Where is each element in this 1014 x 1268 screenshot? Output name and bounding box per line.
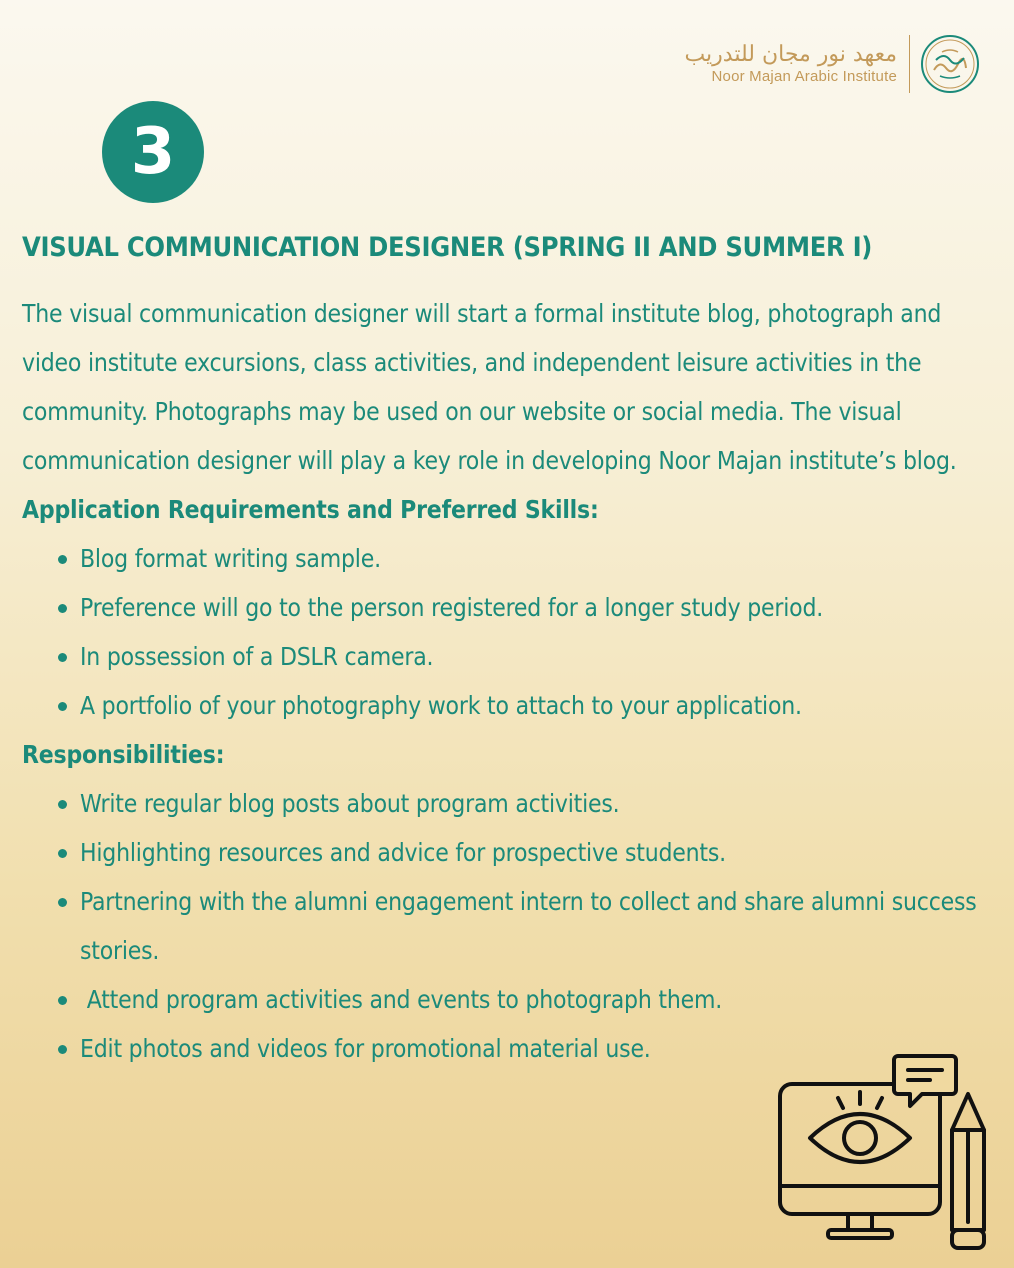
- list-item: Partnering with the alumni engagement intern to collect and share alumni success stories.: [80, 877, 1007, 975]
- job-description: [22, 289, 1007, 1073]
- logo-arabic-name: معهد نور مجان للتدريب: [684, 42, 897, 67]
- logo-text: [684, 42, 897, 86]
- list-item: Write regular blog posts about program activities.: [80, 779, 1007, 828]
- intro-paragraph: The visual communication designer will start a formal institute blog, photograph and video institute excursions, class activities, and independent leisure activities in the community. Photographs may be used on our website or social media. The visual communication designer will play a key role in developing Noor Majan institute’s blog.: [22, 299, 957, 475]
- list-item: A portfolio of your photography work to attach to your application.: [80, 681, 1007, 730]
- list-item: Attend program activities and events to photograph them.: [80, 975, 1007, 1024]
- responsibilities-list: [22, 779, 1007, 1073]
- step-number-badge: 3: [102, 101, 204, 203]
- monitor-eye-pencil-icon: [776, 1050, 992, 1256]
- list-item: In possession of a DSLR camera.: [80, 632, 1007, 681]
- list-item: Edit photos and videos for promotional material use.: [80, 1024, 1007, 1073]
- logo-english-name: Noor Majan Arabic Institute: [711, 68, 897, 85]
- requirements-heading: Application Requirements and Preferred Skills:: [22, 495, 599, 524]
- institute-logo: [684, 32, 980, 96]
- list-item: Preference will go to the person registered for a longer study period.: [80, 583, 1007, 632]
- requirements-list: [22, 534, 1007, 730]
- list-item: Blog format writing sample.: [80, 534, 1007, 583]
- logo-divider: [909, 35, 910, 93]
- page-title: VISUAL COMMUNICATION DESIGNER (SPRING II AND SUMMER I): [22, 232, 873, 263]
- responsibilities-heading: Responsibilities:: [22, 740, 225, 769]
- calligraphy-seal-icon: [920, 34, 980, 94]
- list-item: Highlighting resources and advice for prospective students.: [80, 828, 1007, 877]
